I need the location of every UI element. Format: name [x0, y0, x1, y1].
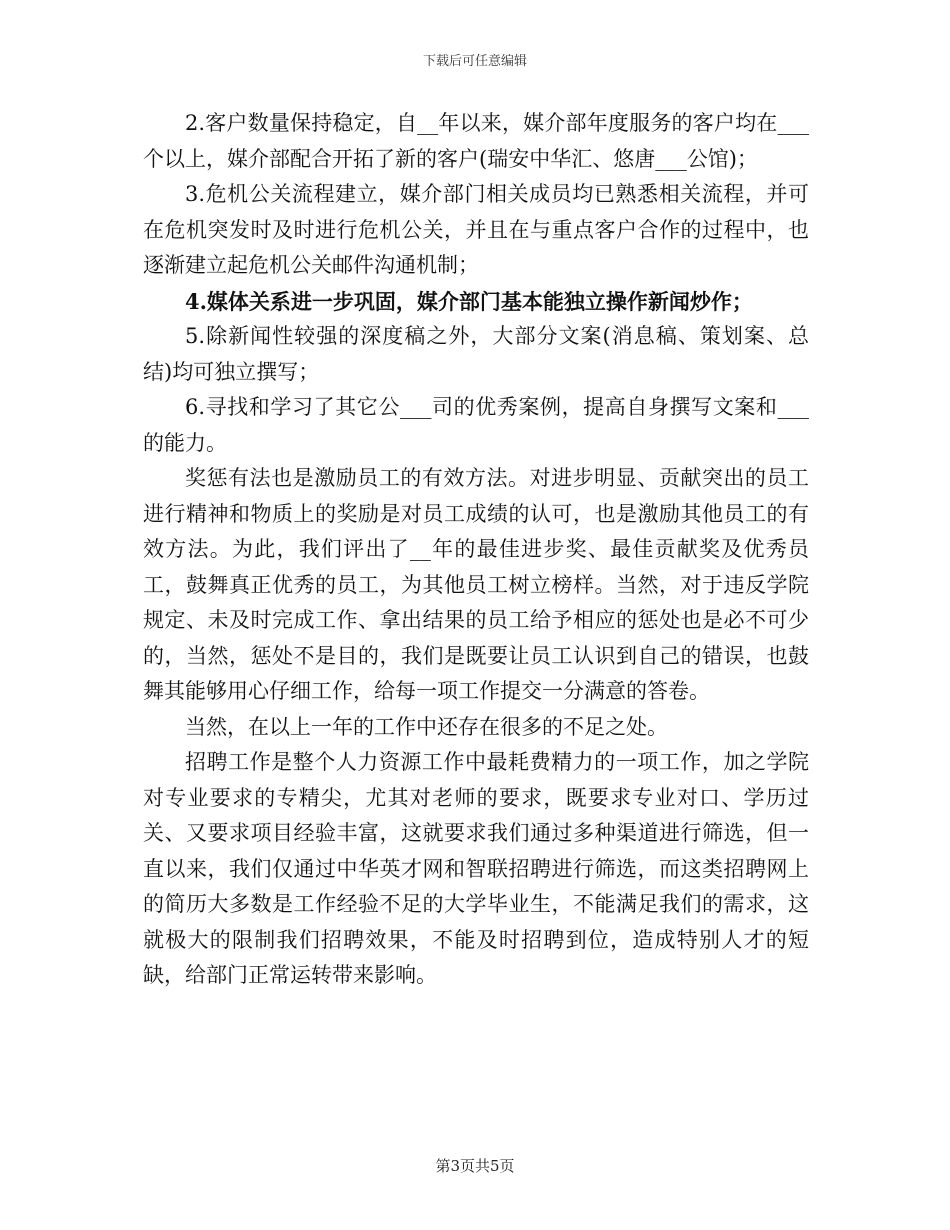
paragraph-item-2: 2.客户数量保持稳定，自__年以来，媒介部年度服务的客户均在___个以上，媒介部配合开拓了新的客户(瑞安中华汇、悠唐___公馆)； [143, 111, 809, 171]
paragraph-recruitment: 招聘工作是整个人力资源工作中最耗费精力的一项工作，加之学院对专业要求的专精尖，尤其对老师的要求，既要求专业对口、学历过关、又要求项目经验丰富，这就要求我们通过多种渠道进行筛选，但一直以来，我们仅通过中华英才网和智联招聘进行筛选，而这类招聘网上的简历大多数是工作经验不足的大学毕业生，不能满足我们的需求，这就极大的限制我们招聘效果，不能及时招聘到位，造成特别人才的短缺，给部门正常运转带来影响。 [143, 750, 809, 987]
paragraph-item-4: 4.媒体关系进一步巩固，媒介部门基本能独立操作新闻炒作； [185, 288, 753, 314]
paragraph-item-5: 5.除新闻性较强的深度稿之外，大部分文案(消息稿、策划案、总结)均可独立撰写； [143, 324, 809, 384]
paragraph-item-6: 6.寻找和学习了其它公___司的优秀案例，提高自身撰写文案和___的能力。 [143, 395, 809, 455]
paragraph-item-3: 3.危机公关流程建立，媒介部门相关成员均已熟悉相关流程，并可在危机突发时及时进行危机公关，并且在与重点客户合作的过程中，也逐渐建立起危机公关邮件沟通机制； [143, 182, 809, 277]
document-body [143, 106, 809, 994]
page-number: 第3页共5页 [435, 1157, 515, 1175]
page-header: 下载后可任意编辑 [422, 54, 527, 69]
paragraph-rewards: 奖惩有法也是激励员工的有效方法。对进步明显、贡献突出的员工进行精神和物质上的奖励是对员工成绩的认可，也是激励其他员工的有效方法。为此，我们评出了__年的最佳进步奖、最佳贡献奖及优秀员工，鼓舞真正优秀的员工，为其他员工树立榜样。当然，对于违反学院规定、未及时完成工作、拿出结果的员工给予相应的惩处也是必不可少的，当然，惩处不是目的，我们是既要让员工认识到自己的错误，也鼓舞其能够用心仔细工作，给每一项工作提交一分满意的答卷。 [143, 466, 809, 703]
paragraph-shortcomings: 当然，在以上一年的工作中还存在很多的不足之处。 [185, 714, 668, 739]
